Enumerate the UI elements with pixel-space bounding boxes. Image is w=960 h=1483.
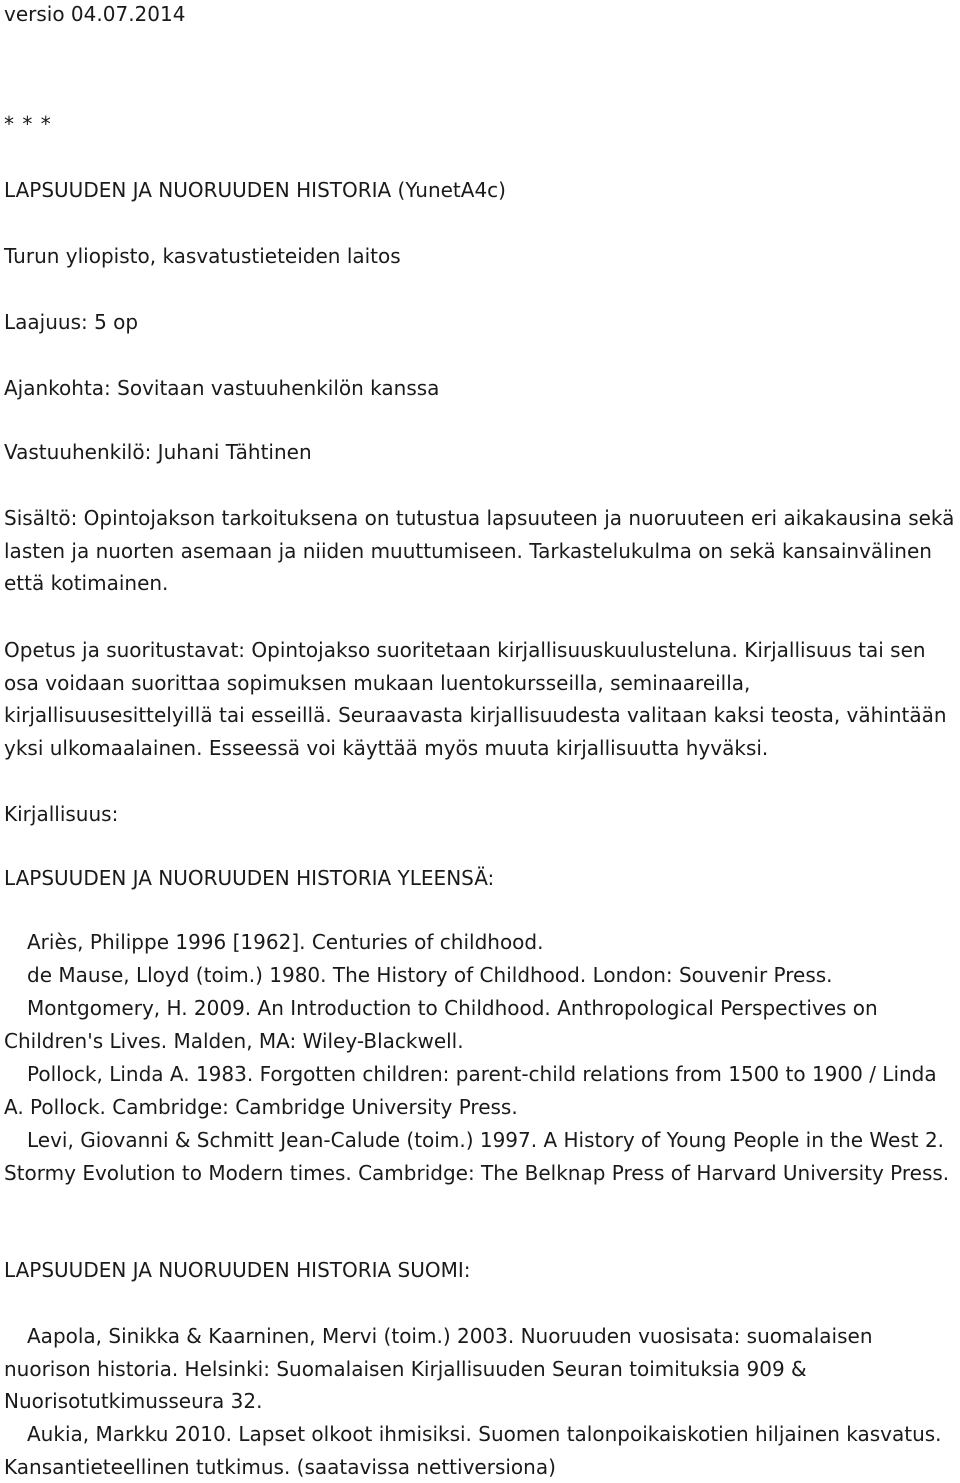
reference-item: Aukia, Markku 2010. Lapset olkoot ihmisiksi. Suomen talonpoikaiskotien hiljainen kasvatus. Kansantieteellinen tutkimus. (saatavissa nettiversiona) [4, 1422, 942, 1479]
content-paragraph: Sisältö: Opintojakson tarkoituksena on tutustua lapsuuteen ja nuoruuteen eri aikakausina sekä lasten ja nuorten asemaan ja niiden muuttumiseen. Tarkastelukulma on sekä kansainvälinen että kotimainen. [4, 506, 955, 595]
section-heading-finland: LAPSUUDEN JA NUORUUDEN HISTORIA SUOMI: [4, 1258, 471, 1282]
scope-line: Laajuus: 5 op [4, 310, 139, 334]
version-line: versio 04.07.2014 [4, 2, 186, 26]
section-heading-general: LAPSUUDEN JA NUORUUDEN HISTORIA YLEENSÄ: [4, 866, 495, 890]
responsible-line: Vastuuhenkilö: Juhani Tähtinen [4, 440, 312, 464]
reference-item: Montgomery, H. 2009. An Introduction to Childhood. Anthropological Perspectives on Children's Lives. Malden, MA: Wiley-Blackwell. [4, 996, 878, 1053]
separator-stars: * * * [4, 112, 52, 136]
reference-item: Aapola, Sinikka & Kaarninen, Mervi (toim.) 2003. Nuoruuden vuosisata: suomalaisen nuorison historia. Helsinki: Suomalaisen Kirjallisuuden Seuran toimituksia 909 & Nuorisotutkimusseura 32. [4, 1324, 873, 1413]
literature-heading: Kirjallisuus: [4, 802, 119, 826]
reference-item: Ariès, Philippe 1996 [1962]. Centuries of childhood. [27, 930, 544, 954]
teaching-paragraph: Opetus ja suoritustavat: Opintojakso suoritetaan kirjallisuuskuulusteluna. Kirjallisuus tai sen osa voidaan suorittaa sopimuksen mukaan luentokursseilla, seminaareilla, kirjallisuusesittelyillä tai esseillä. Seuraavasta kirjallisuudesta valitaan kaksi teosta, vähintään yksi ulkomaalainen. Esseessä voi käyttää myös muuta kirjallisuutta hyväksi. [4, 638, 947, 760]
reference-item: Pollock, Linda A. 1983. Forgotten children: parent-child relations from 1500 to 1900 / Linda A. Pollock. Cambridge: Cambridge University Press. [4, 1062, 937, 1119]
reference-item: Levi, Giovanni & Schmitt Jean-Calude (toim.) 1997. A History of Young People in the West 2. Stormy Evolution to Modern times. Cambridge: The Belknap Press of Harvard University Press. [4, 1128, 950, 1185]
course-title: LAPSUUDEN JA NUORUUDEN HISTORIA (YunetA4c) [4, 178, 506, 202]
reference-item: de Mause, Lloyd (toim.) 1980. The History of Childhood. London: Souvenir Press. [27, 963, 833, 987]
institution-line: Turun yliopisto, kasvatustieteiden laitos [4, 244, 401, 268]
timing-line: Ajankohta: Sovitaan vastuuhenkilön kanssa [4, 376, 440, 400]
